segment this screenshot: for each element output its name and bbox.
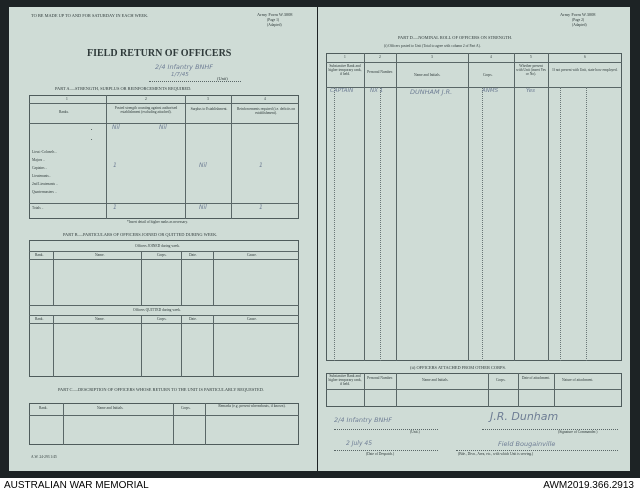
- hw-surplus-top: Nil: [159, 124, 167, 131]
- bde-caption: (Bde., Divn., Area, etc., with which Unit is serving.): [458, 452, 534, 456]
- top-instruction: TO BE MADE UP TO AND FOR SATURDAY IN EACH WEEK.: [31, 13, 149, 18]
- form-number-right: Army Form W.3008: [560, 12, 596, 17]
- col-present: Whether present with Unit (insert Yes or No).: [516, 64, 546, 76]
- part-d-title: PART D.—NOMINAL ROLL OF OFFICERS ON STRENGTH.: [398, 35, 513, 40]
- date-handwriting: 1/7/45: [171, 72, 189, 78]
- part-a-footnote: *Insert detail of higher ranks as necessary.: [127, 220, 188, 224]
- unit-handwriting: 2/4 Infantry BNHF: [155, 63, 214, 71]
- part-c-title: PART C.—DESCRIPTION OF OFFICERS WHOSE RETURN TO THE UNIT IS PARTICULARLY REQUESTED.: [57, 387, 265, 392]
- adapted-note-right: (Adapted): [572, 23, 587, 27]
- header-reinforcements: Reinforcements required (i.e. deficits on establishment).: [236, 107, 296, 115]
- part-a-title: PART A.—STRENGTH, SURPLUS OR REINFORCEMENTS REQUIRED.: [55, 86, 192, 91]
- despatch-caption: (Date of Despatch.): [366, 452, 395, 456]
- form-page-1: TO BE MADE UP TO AND FOR SATURDAY IN EACH WEEK. Army Form W.3008 (Page 1) (Adapted) FIELD RETURN OF OFFICERS 2/4 Infantry BNHF 1/7/45 (Unit) PART A.—STRENGTH, SURPLUS OR REINFORCEMENTS REQUIRED. 1 2 3 4 Ranks. Posted strength counting against authorised establishment (excluding attached). Surplus to Establishment. Reinforcements required (i.e. deficits on establishment). • • Nil Nil Lieut.-Colonels .. Majors .. Captains .. Lieutenants.. 2nd Lieutenants .. Quartermasters .. Totals .. 1 Nil 1 1 Nil 1 *Insert detail of higher ranks as necessary. PART B.—PARTICULARS OF OFFICERS JOINED OR QUITTED DURING WEEK. Officers JOINED during week. Rank. Name. Corps. Date. Cause. Officers QUITTED during week. Rank. Name. Corps. Date. Cause. PART C.—DESCRIPTION OF OFFICERS WHOSE RETURN TO THE UNIT IS PARTICULARLY REQUESTED. Rank. Name and Initials. Corps. Remarks (e.g. present whereabouts, if known). A.W. 24-293 1/45: [9, 7, 317, 471]
- commander-caption: (Signature of Commander.): [558, 430, 598, 434]
- part-d-subtitle: (i) Officers posted to Unit (Total to agree with column 2 of Part A).: [384, 44, 481, 48]
- footer-institution: AUSTRALIAN WAR MEMORIAL: [4, 480, 149, 491]
- rank-2nd-lieutenants: 2nd Lieutenants ..: [32, 182, 58, 186]
- rank-totals: Totals ..: [32, 206, 44, 210]
- adapted-note-left: (Adapted): [267, 23, 282, 27]
- hw-corps: ANMS: [482, 88, 499, 94]
- unit-caption: (Unit.): [410, 430, 420, 434]
- hw-posted-top: Nil: [112, 124, 120, 131]
- hw-despatch-date: 2 July 45: [346, 440, 373, 447]
- part-b-title: PART B.—PARTICULARS OF OFFICERS JOINED OR QUITTED DURING WEEK.: [63, 232, 218, 237]
- quitted-heading: Officers QUITTED during week.: [133, 308, 181, 312]
- footer-accession: AWM2019.366.2913: [543, 480, 634, 491]
- col-corps: Corps.: [483, 73, 493, 77]
- rank-lieutenants: Lieutenants..: [32, 174, 51, 178]
- header-ranks: Ranks.: [59, 110, 69, 114]
- col-rank: Substantive Rank and higher temporary rank, if held.: [328, 64, 362, 76]
- joined-heading: Officers JOINED during week.: [135, 244, 180, 248]
- form-title: FIELD RETURN OF OFFICERS: [87, 48, 232, 59]
- attached-title: (ii) OFFICERS ATTACHED FROM OTHER CORPS.: [410, 365, 507, 370]
- rank-captains: Captains ..: [32, 166, 48, 170]
- image-caption: [0, 478, 640, 492]
- hw-rank: CAPTAIN: [330, 88, 354, 94]
- col-name: Name and Initials.: [414, 73, 441, 77]
- nominal-roll-table: [326, 53, 622, 361]
- header-posted: Posted strength counting against authorised establishment (excluding attached).: [114, 106, 178, 114]
- hw-unit-sig: 2/4 Infantry BNHF: [334, 416, 393, 424]
- hw-signature: J.R. Dunham: [490, 410, 559, 423]
- hw-number: NX 1: [370, 88, 384, 94]
- rank-majors: Majors ..: [32, 158, 45, 162]
- print-code: A.W. 24-293 1/45: [31, 455, 57, 459]
- col-personal-number: Personal Number.: [367, 70, 393, 74]
- hw-name: DUNHAM J.R.: [410, 88, 453, 96]
- unit-label: (Unit): [217, 76, 228, 81]
- page-number-left: (Page 1): [267, 18, 280, 22]
- form-page-2: Army Form W.3008 (Page 2) (Adapted) PART D.—NOMINAL ROLL OF OFFICERS ON STRENGTH. (i) Officers posted to Unit (Total to agree with column 2 of Part A). 1 2 3 4 5 6 Substantive Rank and higher temporary rank, if held. Personal Number. Name and Initials. Corps. Whether present with Unit (insert Yes or No). If not present with Unit, state how employed. CAPTAIN NX 1 DUNHAM J.R. ANMS Yes (ii) OFFICERS ATTACHED FROM OTHER CORPS. Substantive Rank and higher temporary rank, if held. Personal Number. Name and Initials. Corps. Date of attachment. Nature of attachment. 2/4 Infantry BNHF J.R. Dunham (Unit.) (Signature of Commander.) 2 July 45 Field Bougainville (Date of Despatch.) (Bde., Divn., Area, etc., with which Unit is serving.): [318, 7, 630, 471]
- page-number-right: (Page 2): [572, 18, 585, 22]
- hw-location: Field Bougainville: [498, 440, 556, 448]
- col-employed: If not present with Unit, state how employed.: [552, 68, 618, 72]
- header-surplus: Surplus to Establishment.: [190, 107, 228, 111]
- rank-lieut-colonels: Lieut.-Colonels ..: [32, 150, 58, 154]
- hw-present: Yes: [526, 88, 536, 94]
- form-number-left: Army Form W.3008: [257, 12, 293, 17]
- rank-quartermasters: Quartermasters ..: [32, 190, 57, 194]
- part-c-table: [29, 403, 299, 445]
